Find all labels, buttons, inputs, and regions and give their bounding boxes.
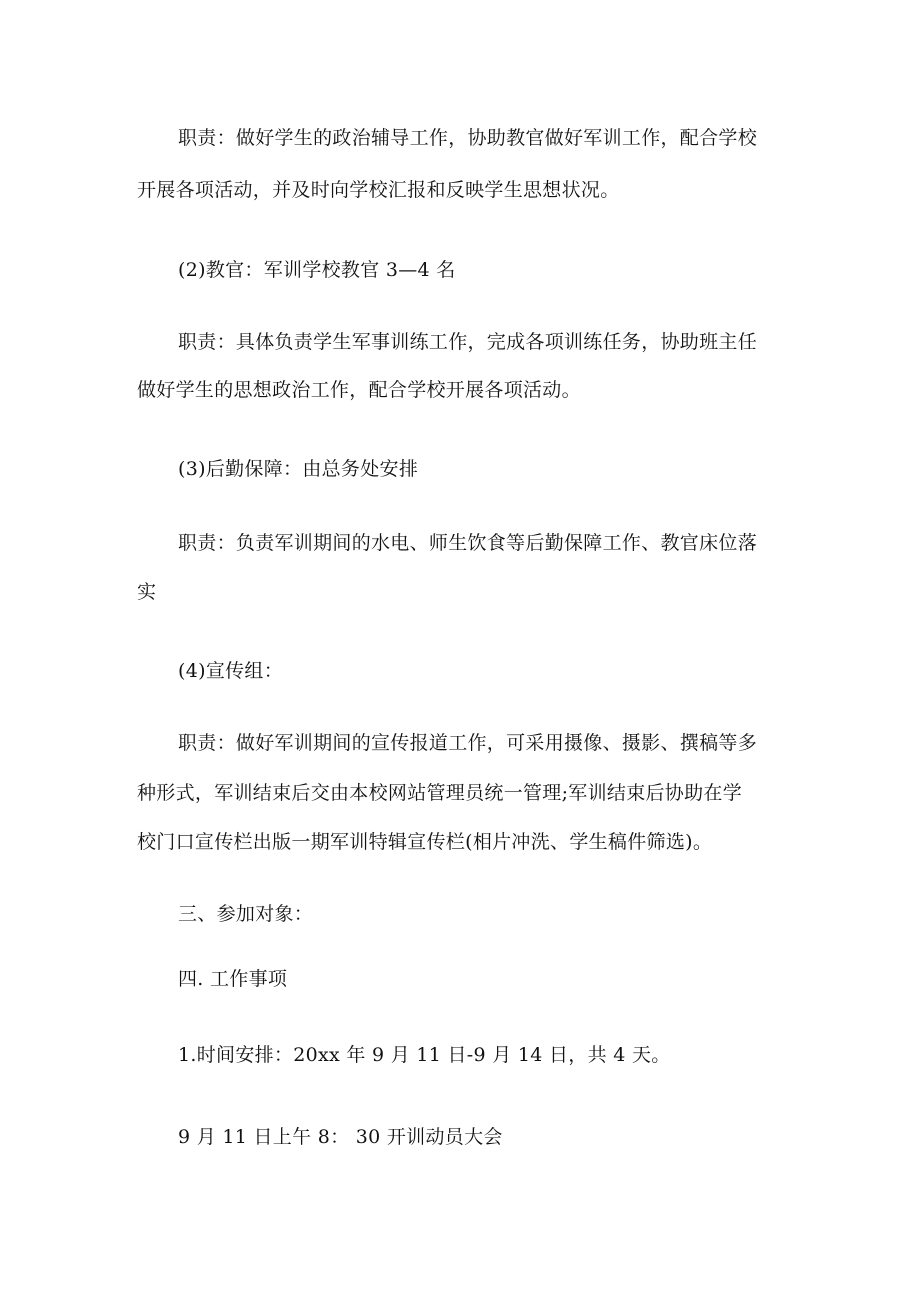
paragraph-instructor-duty-line-2: 做好学生的思想政治工作，配合学校开展各项活动。 <box>137 379 581 401</box>
heading-logistics: (3)后勤保障：由总务处安排 <box>178 458 419 480</box>
paragraph-class-teacher-duty-line-2: 开展各项活动，并及时向学校汇报和反映学生思想状况。 <box>137 179 620 201</box>
heading-instructor: (2)教官：军训学校教官 3—4 名 <box>178 259 456 281</box>
paragraph-publicity-duty-line-2: 种形式，军训结束后交由本校网站管理员统一管理;军训结束后协助在学 <box>137 782 743 804</box>
paragraph-logistics-duty-line-1: 职责：负责军训期间的水电、师生饮食等后勤保障工作、教官床位落 <box>178 532 758 554</box>
paragraph-publicity-duty-line-1: 职责：做好军训期间的宣传报道工作，可采用摄像、摄影、撰稿等多 <box>178 732 758 754</box>
section-heading-participants: 三、参加对象： <box>178 903 314 925</box>
heading-publicity: (4)宣传组： <box>178 660 284 682</box>
schedule-time-arrangement: 1.时间安排：20xx 年 9 月 11 日-9 月 14 日，共 4 天。 <box>178 1044 671 1066</box>
paragraph-logistics-duty-line-2: 实 <box>137 581 157 603</box>
paragraph-class-teacher-duty-line-1: 职责：做好学生的政治辅导工作，协助教官做好军训工作，配合学校 <box>178 127 758 149</box>
paragraph-publicity-duty-line-3: 校门口宣传栏出版一期军训特辑宣传栏(相片冲洗、学生稿件筛选)。 <box>137 831 713 853</box>
paragraph-instructor-duty-line-1: 职责：具体负责学生军事训练工作，完成各项训练任务，协助班主任 <box>178 331 758 353</box>
schedule-opening-ceremony: 9 月 11 日上午 8： 30 开训动员大会 <box>178 1126 503 1148</box>
section-heading-work-items: 四. 工作事项 <box>178 968 288 990</box>
